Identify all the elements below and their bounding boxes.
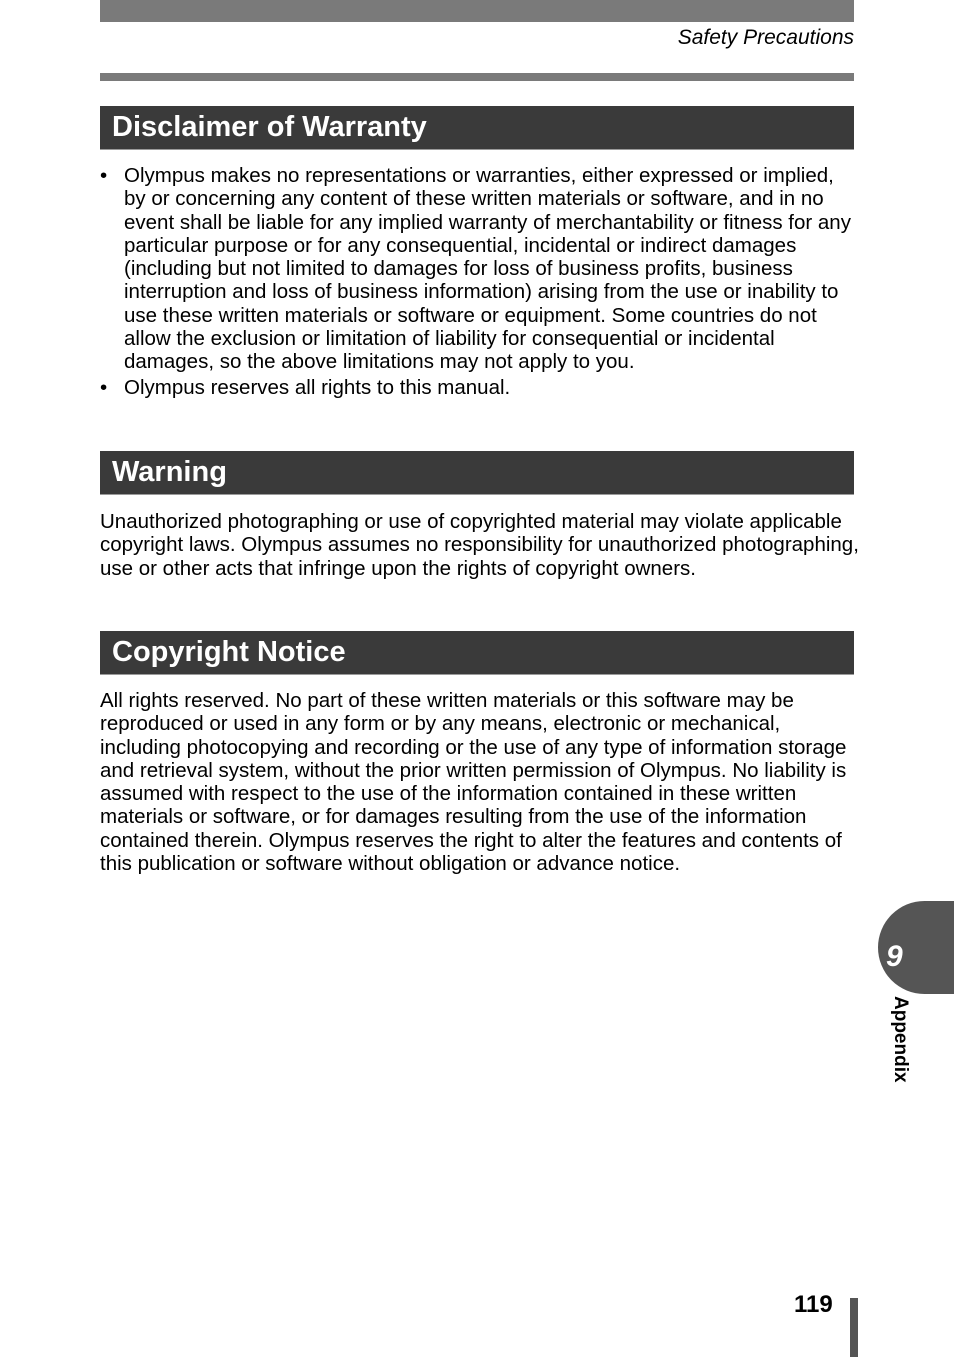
section-bar-copyright [100, 631, 854, 675]
chapter-number: 9 [886, 940, 903, 973]
section-title-disclaimer: Disclaimer of Warranty [112, 111, 427, 143]
bullet-icon: • [100, 375, 108, 399]
bullet-icon: • [100, 164, 108, 187]
list-item [100, 164, 854, 374]
disclaimer-bullet-list [100, 164, 854, 401]
section-bar-warning [100, 451, 854, 495]
bullet-text: Olympus reserves all rights to this manual. [124, 375, 511, 399]
section-title-warning: Warning [112, 456, 227, 488]
section-title-copyright: Copyright Notice [112, 636, 346, 668]
list-item [100, 376, 854, 399]
warning-paragraph: Unauthorized photographing or use of copyrighted material may violate applicable copyright laws. Olympus assumes no responsibility for unauthorized photographing, use or other acts that infringe upon the rights of copyright owners. [100, 510, 859, 580]
header-rule [100, 73, 854, 81]
chapter-label: Appendix [890, 996, 911, 1083]
page-edge-mark [850, 1298, 858, 1357]
running-header: Safety Precautions [677, 26, 854, 49]
copyright-paragraph: All rights reserved. No part of these written materials or this software may be reproduced or used in any form or by any means, electronic or mechanical, including photocopying and recording or the use of any type of information storage and retrieval system, without the prior written permission of Olympus. No liability is assumed with respect to the use of the information contained in these written materials or software, or for damages resulting from the use of the information contained therein. Olympus reserves the right to alter the features and contents of this publication or software without obligation or advance notice. [100, 689, 847, 876]
section-bar-disclaimer [100, 106, 854, 150]
page-number: 119 [794, 1291, 833, 1318]
bullet-text: Olympus makes no representations or warranties, either expressed or implied, by or concerning any content of these written materials or software, and in no event shall be liable for any implied warranty of merchantability or fitness for any particular purpose or for any consequential, incidental or indirect damages (including but not limited to damages for loss of business profits, business interruption and loss of business information) arising from the use or inability to use these written materials or software or equipment. Some countries do not allow the exclusion or limitation of liability for consequential or incidental damages, so the above limitations may not apply to you. [124, 164, 851, 374]
top-bar [100, 0, 854, 22]
